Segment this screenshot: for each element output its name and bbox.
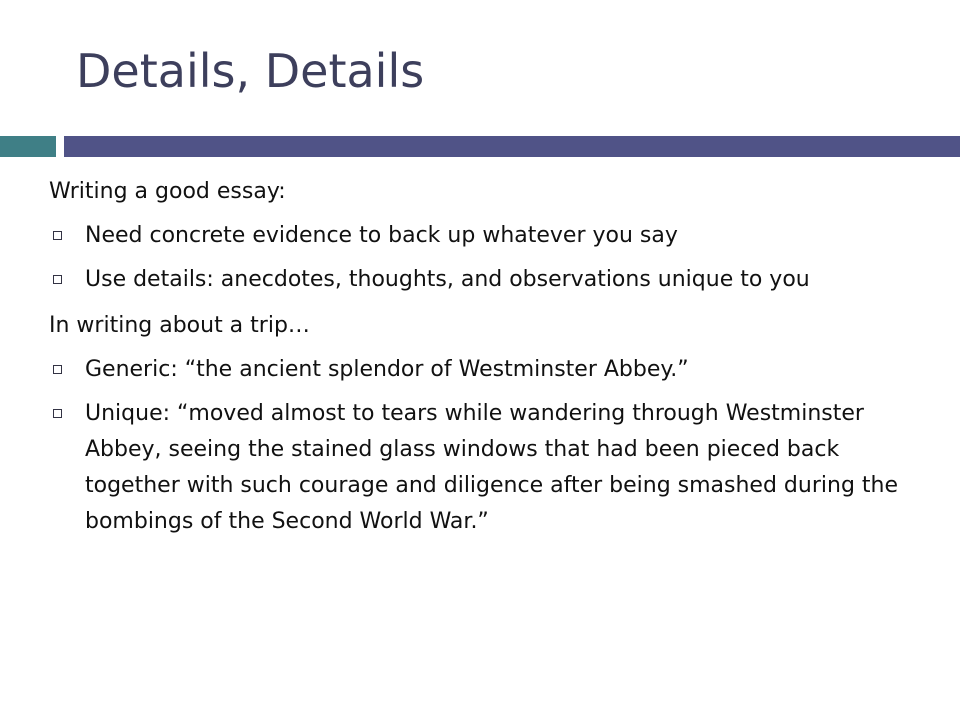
slide-title: Details, Details: [76, 44, 425, 98]
section-heading-trip: In writing about a trip…: [49, 313, 310, 338]
bullet-item: [49, 262, 909, 298]
hollow-square-icon: [53, 409, 62, 418]
bullet-text: Need concrete evidence to back up whatever you say: [85, 223, 678, 248]
hollow-square-icon: [53, 365, 62, 374]
bullet-text: Use details: anecdotes, thoughts, and observations unique to you: [85, 267, 810, 292]
slide-content: [49, 174, 909, 548]
accent-header-bar: [64, 136, 960, 157]
bullet-text: Generic: “the ancient splendor of Westminster Abbey.”: [85, 357, 689, 382]
bullet-item: [49, 396, 909, 540]
bullet-text: Unique: “moved almost to tears while wandering through Westminster Abbey, seeing the stained glass windows that had been pieced back together with such courage and diligence after being smashed during the bombings of the Second World War.”: [85, 401, 899, 534]
accent-teal-block: [0, 136, 56, 157]
bullet-item: [49, 218, 909, 254]
hollow-square-icon: [53, 275, 62, 284]
bullet-item: [49, 352, 909, 388]
hollow-square-icon: [53, 231, 62, 240]
section-heading-essay: Writing a good essay:: [49, 179, 286, 204]
